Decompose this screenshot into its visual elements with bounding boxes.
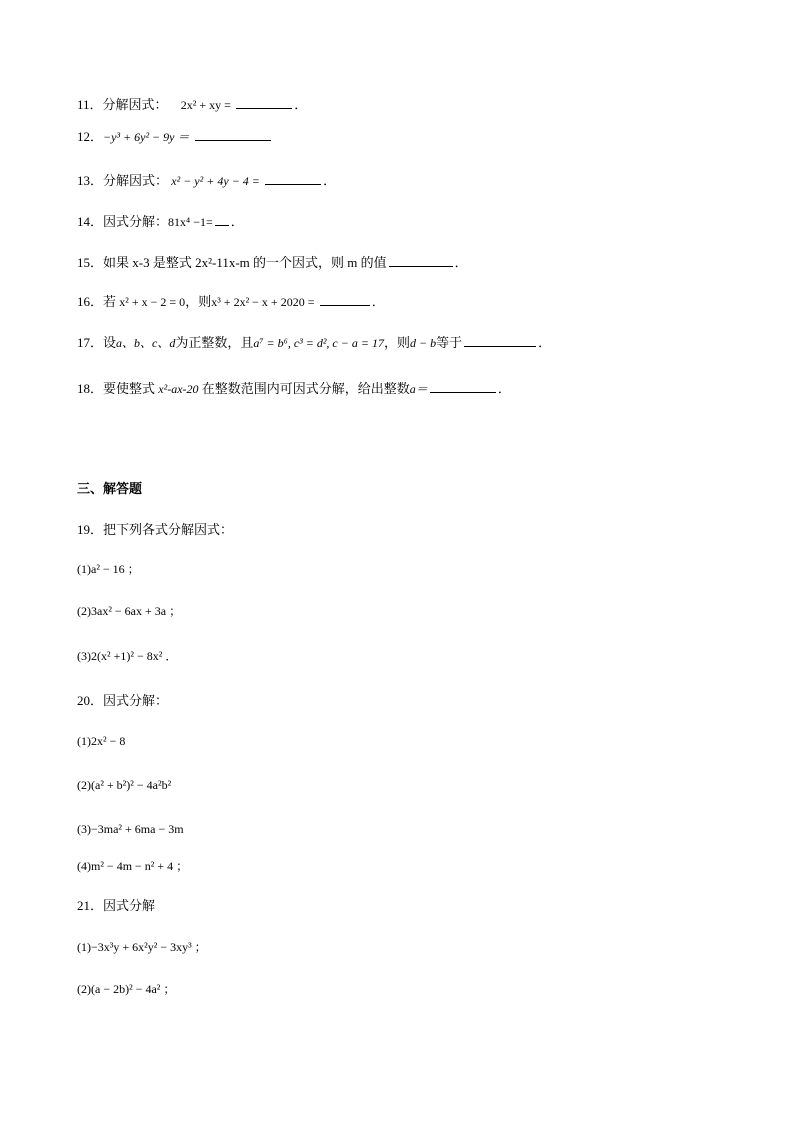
question-15: [77, 254, 468, 272]
question-middle-2: ，则: [383, 335, 410, 350]
question-16: [77, 293, 385, 311]
question-prefix: 设: [103, 335, 117, 350]
sub-item: (1)−3x³y + 6x²y² − 3xy³ ；: [77, 940, 207, 954]
question-tail: 等于: [436, 335, 463, 350]
math-expression: x² + x − 2 = 0: [119, 295, 186, 309]
question-prefix: 分解因式：: [103, 173, 169, 188]
answer-blank[interactable]: [215, 213, 229, 226]
question-middle: 在整数范围内可因式分解，给出整数: [201, 381, 410, 396]
answer-blank[interactable]: [389, 254, 453, 267]
question-20: [77, 692, 168, 710]
sub-item: (1)a² − 16 ；: [77, 562, 140, 576]
question-number: 21．: [77, 898, 104, 913]
sub-item: (3)−3ma² + 6ma − 3m: [77, 822, 184, 836]
sub-item: (2)3ax² − 6ax + 3a ；: [77, 604, 182, 618]
math-expression: a⁷ = b⁶, c³ = d², c − a = 17: [253, 336, 384, 350]
sub-item: (3)2(x² +1)² − 8x² ．: [77, 649, 178, 663]
question-middle: 为正整数，且: [175, 335, 254, 350]
sub-item: (1)2x² − 8: [77, 734, 126, 748]
question-prefix: 分解因式：: [102, 97, 168, 112]
question-17: [77, 334, 551, 352]
punctuation: ．: [454, 255, 468, 270]
question-number: 19．: [77, 522, 104, 537]
answer-blank[interactable]: [464, 334, 536, 347]
math-expression: 81x⁴ −1=: [168, 215, 213, 229]
question-21: [77, 897, 155, 915]
punctuation: ．: [230, 214, 244, 229]
punctuation: ．: [323, 173, 337, 188]
punctuation: ．: [538, 335, 552, 350]
punctuation: ．: [294, 97, 308, 112]
variables: a、b、c、d: [116, 336, 176, 350]
math-expression: −y³ + 6y² − 9y ＝: [103, 130, 190, 144]
question-text: 把下列各式分解因式：: [103, 522, 234, 537]
question-number: 11．: [77, 97, 103, 112]
question-number: 14．: [77, 214, 104, 229]
punctuation: ．: [497, 381, 511, 396]
question-middle: ，则: [185, 294, 212, 309]
question-13: [77, 172, 336, 190]
question-number: 18．: [77, 381, 104, 396]
sub-item: (4)m² − 4m − n² + 4 ；: [77, 859, 189, 873]
sub-item: (2)(a − 2b)² − 4a² ；: [77, 982, 176, 996]
question-text: 如果 x-3 是整式 2x²-11x-m 的一个因式，则 m 的值: [103, 255, 387, 270]
math-expression-2: a＝: [409, 382, 428, 396]
question-18: [77, 380, 511, 398]
question-number: 20．: [77, 693, 104, 708]
math-expression-2: d − b: [409, 336, 437, 350]
question-prefix: 要使整式: [103, 381, 156, 396]
question-number: 12．: [77, 129, 104, 144]
question-14: [77, 213, 244, 231]
answer-blank[interactable]: [195, 128, 271, 141]
question-prefix: 若: [103, 294, 117, 309]
question-number: 15．: [77, 255, 104, 270]
question-19: [77, 521, 233, 539]
question-text: 因式分解: [103, 898, 156, 913]
answer-blank[interactable]: [265, 172, 321, 185]
question-11: [77, 96, 307, 114]
question-number: 13．: [77, 173, 104, 188]
math-expression: x² − y² + 4y − 4 =: [171, 174, 260, 188]
question-text: 因式分解：: [103, 693, 169, 708]
answer-blank[interactable]: [320, 293, 370, 306]
math-expression: x²-ax-20: [158, 382, 199, 396]
sub-item: (2)(a² + b²)² − 4a²b²: [77, 778, 172, 792]
question-number: 17．: [77, 335, 104, 350]
answer-blank[interactable]: [430, 380, 496, 393]
math-expression: 2x² + xy =: [180, 98, 231, 112]
math-expression-2: x³ + 2x² − x + 2020 =: [211, 295, 315, 309]
question-prefix: 因式分解：: [103, 214, 169, 229]
question-12: [77, 128, 273, 146]
question-number: 16．: [77, 294, 104, 309]
punctuation: ．: [371, 294, 385, 309]
answer-blank[interactable]: [236, 96, 292, 109]
section-title: 三、解答题: [77, 481, 143, 496]
